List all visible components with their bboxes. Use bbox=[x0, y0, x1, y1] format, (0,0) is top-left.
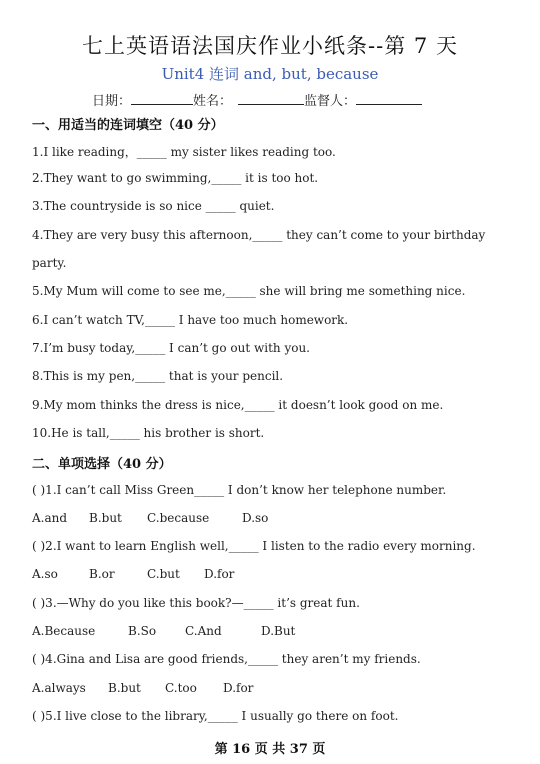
option-d: D.so bbox=[242, 511, 269, 525]
options-row bbox=[32, 567, 512, 583]
option-b: B.but bbox=[108, 681, 141, 695]
question-text: ( )4.Gina and Lisa are good friends,_____ they aren’t my friends. bbox=[32, 652, 421, 666]
options-row bbox=[32, 681, 512, 697]
page-number: 第 16 页 共 37 页 bbox=[214, 742, 326, 757]
fill-item: 9.My mom thinks the dress is nice,_____ it doesn’t look good on me. bbox=[32, 398, 444, 412]
option-c: C.but bbox=[147, 567, 180, 581]
fill-item: 10.He is tall,_____ his brother is short. bbox=[32, 426, 265, 440]
option-d: D.for bbox=[204, 567, 235, 581]
option-b: B.So bbox=[128, 624, 157, 638]
question-text: ( )2.I want to learn English well,_____ I listen to the radio every morning. bbox=[32, 539, 476, 553]
fill-item: party. bbox=[32, 256, 67, 270]
fill-item: 8.This is my pen,_____ that is your pencil. bbox=[32, 369, 284, 383]
options-row bbox=[32, 511, 512, 527]
section2-heading: 二、单项选择（40 分） bbox=[32, 457, 172, 472]
option-a: A.so bbox=[32, 567, 58, 581]
question-text: ( )1.I can’t call Miss Green_____ I don’t know her telephone number. bbox=[32, 483, 447, 497]
fill-item: 5.My Mum will come to see me,_____ she will bring me something nice. bbox=[32, 284, 466, 298]
option-a: A.and bbox=[32, 511, 68, 525]
supervisor-blank bbox=[356, 92, 422, 105]
fill-item: 1.I like reading，_____ my sister likes reading too. bbox=[32, 145, 336, 159]
option-b: B.or bbox=[89, 567, 115, 581]
supervisor-label: 监督人： bbox=[304, 94, 357, 109]
question-text: ( )3.—Why do you like this book?—_____ it’s great fun. bbox=[32, 596, 360, 610]
option-d: D.for bbox=[223, 681, 254, 695]
option-c: C.too bbox=[165, 681, 197, 695]
option-b: B.but bbox=[89, 511, 122, 525]
fill-item: 6.I can’t watch TV,_____ I have too much homework. bbox=[32, 313, 349, 327]
options-row bbox=[32, 624, 512, 640]
fill-item: 2.They want to go swimming,_____ it is too hot. bbox=[32, 171, 319, 185]
name-blank bbox=[238, 92, 304, 105]
fill-item: 3.The countryside is so nice _____ quiet. bbox=[32, 199, 275, 213]
name-label: 姓名： bbox=[193, 94, 233, 109]
option-a: A.always bbox=[32, 681, 86, 695]
option-c: C.because bbox=[147, 511, 210, 525]
option-d: D.But bbox=[261, 624, 296, 638]
fill-item: 7.I’m busy today,_____ I can’t go out with you. bbox=[32, 341, 310, 355]
option-c: C.And bbox=[185, 624, 222, 638]
page-subtitle: Unit4 连词 and, but, because bbox=[161, 65, 379, 83]
date-blank bbox=[131, 92, 193, 105]
fill-item: 4.They are very busy this afternoon,_____ they can’t come to your birthday bbox=[32, 228, 486, 242]
date-label: 日期： bbox=[92, 94, 132, 109]
section1-heading: 一、用适当的连词填空（40 分） bbox=[32, 118, 224, 133]
question-text: ( )5.I live close to the library,_____ I usually go there on foot. bbox=[32, 709, 399, 723]
info-line bbox=[92, 90, 422, 109]
page-title: 七上英语语法国庆作业小纸条--第 7 天 bbox=[82, 34, 458, 58]
option-a: A.Because bbox=[32, 624, 96, 638]
